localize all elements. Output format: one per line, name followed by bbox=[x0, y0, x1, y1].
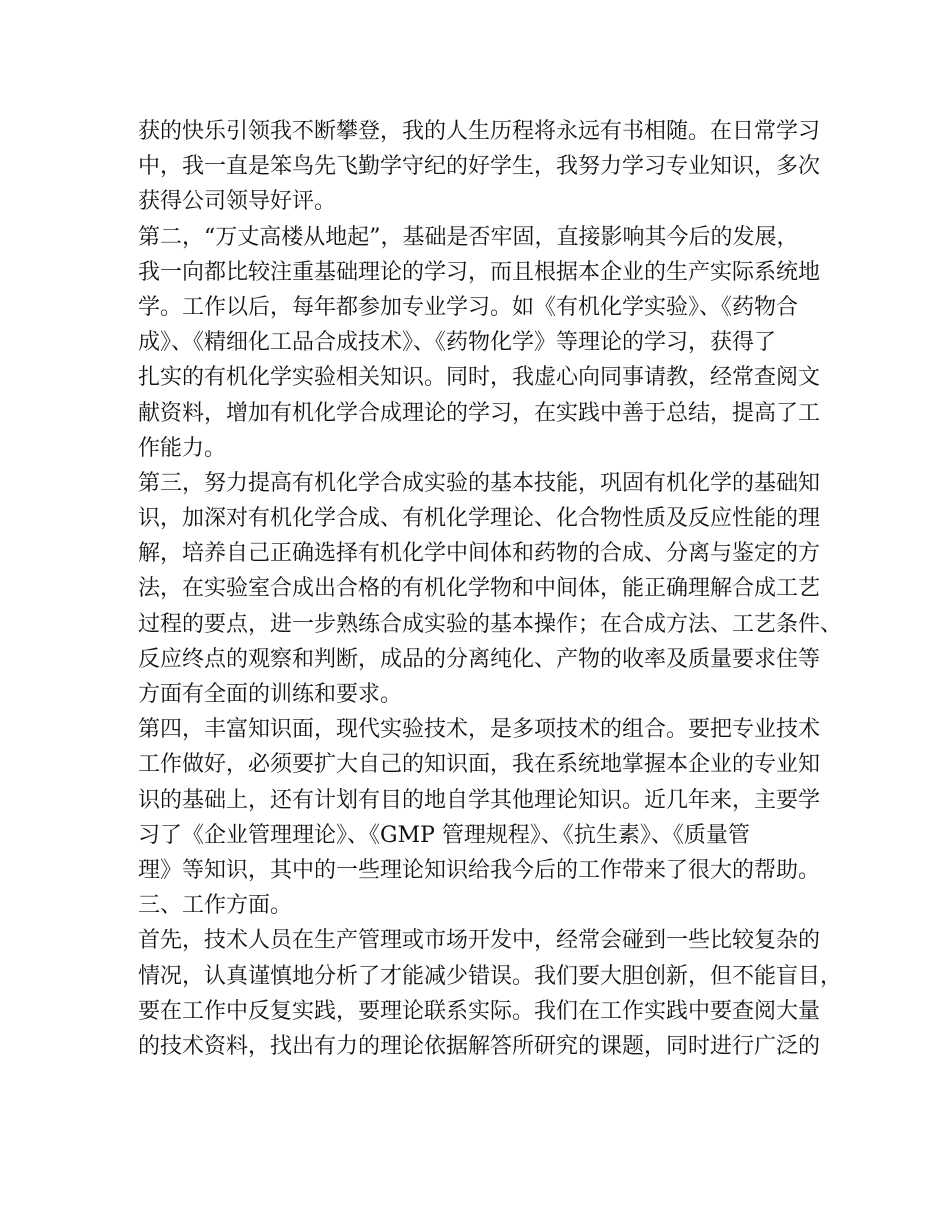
text-line: 解，培养自己正确选择有机化学中间体和药物的合成、分离与鉴定的方 bbox=[138, 541, 821, 567]
text-line: 作能力。 bbox=[138, 435, 227, 461]
text-line: 献资料，增加有机化学合成理论的学习，在实践中善于总结，提高了工 bbox=[138, 400, 821, 426]
text-line: 第二，“万丈高楼从地起”，基础是否牢固，直接影响其今后的发展， bbox=[138, 224, 799, 250]
text-line: 识的基础上，还有计划有目的地自学其他理论知识。近几年来，主要学 bbox=[138, 787, 821, 813]
text-line: 扎实的有机化学实验相关知识。同时，我虚心向同事请教，经常查阅文 bbox=[138, 365, 821, 391]
text-line: 中，我一直是笨鸟先飞勤学守纪的好学生，我努力学习专业知识，多次 bbox=[138, 154, 821, 180]
text-line: 获的快乐引领我不断攀登，我的人生历程将永远有书相随。在日常学习 bbox=[138, 119, 821, 144]
text-line: 获得公司领导好评。 bbox=[138, 189, 337, 215]
text-line: 学。工作以后，每年都参加专业学习。如《有机化学实验》、《药物合 bbox=[138, 294, 799, 320]
text-line: 首先，技术人员在生产管理或市场开发中，经常会碰到一些比较复杂的 bbox=[138, 928, 821, 954]
text-line: 情况，认真谨慎地分析了才能减少错误。我们要大胆创新，但不能盲目， bbox=[138, 963, 843, 989]
text-line: 我一向都比较注重基础理论的学习，而且根据本企业的生产实际系统地 bbox=[138, 259, 821, 285]
text-line: 习了《企业管理理论》、《GMP 管理规程》、《抗生素》、《质量管 bbox=[138, 822, 750, 848]
text-line: 法，在实验室合成出合格的有机化学物和中间体，能正确理解合成工艺 bbox=[138, 576, 821, 602]
text-line: 识，加深对有机化学合成、有机化学理论、化合物性质及反应性能的理 bbox=[138, 506, 821, 532]
section-heading: 三、工作方面。 bbox=[138, 893, 293, 919]
text-line: 过程的要点，进一步熟练合成实验的基本操作；在合成方法、工艺条件、 bbox=[138, 611, 843, 637]
text-line: 方面有全面的训练和要求。 bbox=[138, 682, 403, 707]
text-line: 第三，努力提高有机化学合成实验的基本技能，巩固有机化学的基础知 bbox=[138, 470, 821, 496]
text-line: 理》等知识，其中的一些理论知识给我今后的工作带来了很大的帮助。 bbox=[138, 857, 821, 883]
text-line: 第四，丰富知识面，现代实验技术，是多项技术的组合。要把专业技术 bbox=[138, 717, 821, 743]
text-line: 成》、《精细化工品合成技术》、《药物化学》等理论的学习，获得了 bbox=[138, 330, 777, 356]
document-body bbox=[138, 114, 843, 1064]
text-line: 反应终点的观察和判断，成品的分离纯化、产物的收率及质量要求住等 bbox=[138, 646, 821, 672]
text-line: 工作做好，必须要扩大自己的知识面，我在系统地掌握本企业的专业知 bbox=[138, 752, 821, 778]
text-line: 的技术资料，找出有力的理论依据解答所研究的课题，同时进行广泛的 bbox=[138, 1033, 821, 1059]
text-line: 要在工作中反复实践，要理论联系实际。我们在工作实践中要查阅大量 bbox=[138, 998, 821, 1024]
